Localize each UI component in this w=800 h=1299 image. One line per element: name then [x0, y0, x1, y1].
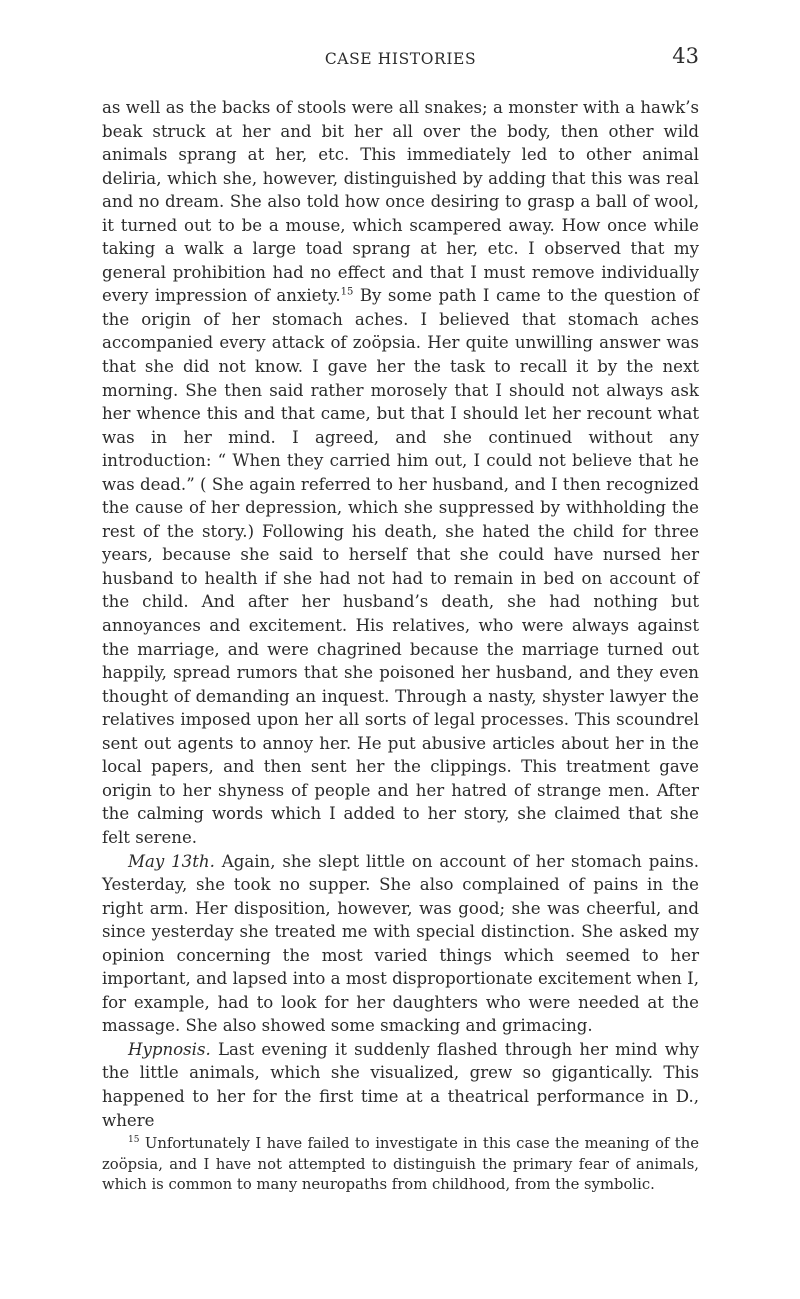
footnote-text: Unfortunately I have failed to investigate in this case the meaning of the zoöpsia, and I have not attempted to distinguish the primary fear of animals, which is common to many neuropaths from childhood, from the symbolic.: [102, 1135, 699, 1194]
page-number: 43: [672, 44, 699, 68]
paragraph-text: as well as the backs of stools were all snakes; a monster with a hawk’s beak struck at her and bit her all over the body, then other wild animals sprang at her, etc. This immediately led to other animal deliria, which she, however, distinguished by adding that this was real and no dream. She also told how once desiring to grasp a ball of wool, it turned out to be a mouse, which scampered away. How once while taking a walk a large toad sprang at her, etc. I observed that my general prohibition had no effect and that I must remove individually every impression of anxiety.: [102, 98, 699, 306]
paragraph-text: By some path I came to the question of the origin of her stomach aches. I believed that stomach aches accompanied every attack of zoöpsia. Her quite unwilling answer was that she did not know. I gave her the task to recall it by the next morning. She then said rather morosely that I should not always ask her whence this and that came, but that I should let her recount what was in her mind. I agreed, and she continued without any introduction: “ When they carried him out, I could not believe that he was dead.” ( She again referred to her husband, and I then recognized the cause of her depression, which she suppressed by withholding the rest of the story.) Following his death, she hated the child for three years, because she said to herself that she could have nursed her husband to health if she had not had to remain in bed on account of the child. And after her husband’s death, she had nothing but annoyances and excitement. His relatives, who were always against the marriage, and were chagrined because the marriage turned out happily, spread rumors that she poisoned her husband, and they even thought of demanding an inquest. Through a nasty, shyster lawyer the relatives imposed upon her all sorts of legal processes. This scoundrel sent out agents to annoy her. He put abusive articles about her in the local papers, and then sent her the clippings. This treatment gave origin to her shyness of people and her hatred of strange men. After the calming words which I added to her story, she claimed that she felt serene.: [102, 286, 699, 847]
footnote-marker: 15: [128, 1135, 140, 1146]
paragraph-lead: Hypnosis.: [128, 1039, 211, 1059]
page-header: [102, 44, 699, 78]
paragraph-hypnosis: [102, 1038, 699, 1132]
paragraph-text: Last evening it suddenly flashed through her mind why the little animals, which she visualized, grew so gigantically. This happened to her for the first time at a theatrical performance in D., where: [102, 1039, 699, 1130]
paragraph-text: Again, she slept little on account of her stomach pains. Yesterday, she took no supper. She also complained of pains in the right arm. Her disposition, however, was good; she was cheerful, and since yesterday she treated me with special distinction. She asked my opinion concerning the most varied things which seemed to her important, and lapsed into a most disproportionate excitement when I, for example, had to look for her daughters who were needed at the massage. She also showed some smacking and grimacing.: [102, 851, 699, 1036]
footnote: [102, 1134, 699, 1196]
running-head: CASE HISTORIES: [324, 50, 477, 68]
book-page: [102, 44, 699, 1196]
paragraph-may-13: [102, 850, 699, 1038]
body-text: [102, 96, 699, 1132]
paragraph-continuation: [102, 96, 699, 850]
footnote-reference: 15: [340, 286, 354, 298]
paragraph-lead: May 13th.: [128, 851, 215, 871]
